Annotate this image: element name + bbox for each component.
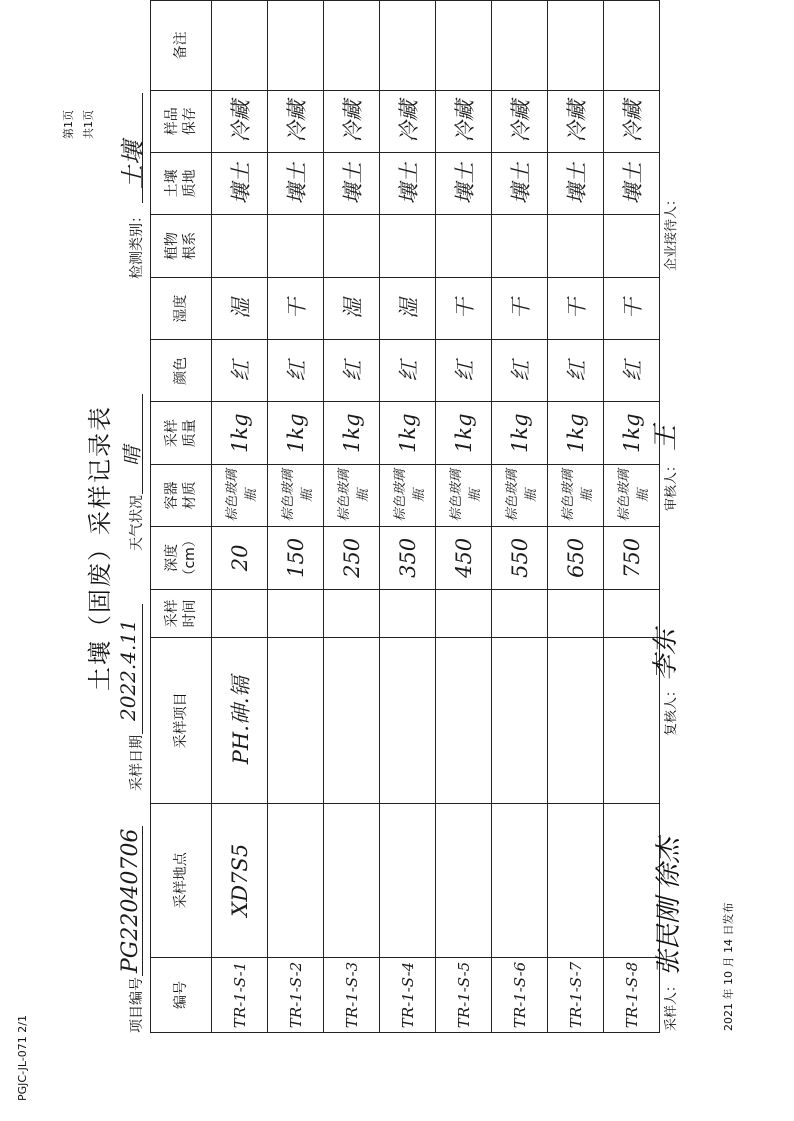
weather-value: 晴	[120, 446, 144, 466]
cell-storage: 冷藏	[212, 90, 268, 152]
sampler-signature: 张民刚 徐杰	[654, 837, 684, 976]
cell-item	[492, 638, 548, 803]
col-header-container: 容器 材质	[151, 464, 212, 526]
detect-type-label: 检测类别：	[129, 209, 145, 279]
table-row	[212, 1, 268, 1033]
cell-color: 红	[268, 340, 324, 402]
cell-remark	[380, 1, 436, 91]
cell-container: 棕色玻璃瓶	[492, 464, 548, 526]
sample-date-label: 采样日期	[129, 735, 145, 791]
cell-color: 红	[492, 340, 548, 402]
cell-storage: 冷藏	[436, 90, 492, 152]
cell-humidity: 干	[604, 278, 660, 340]
cell-roots	[604, 215, 660, 278]
cell-location	[268, 803, 324, 957]
cell-depth: 150	[268, 527, 324, 590]
cell-id: TR-1-S-7	[548, 957, 604, 1032]
cell-remark	[604, 1, 660, 91]
cell-humidity: 湿	[380, 278, 436, 340]
table-row	[324, 1, 380, 1033]
table-row	[380, 1, 436, 1033]
cell-roots	[436, 215, 492, 278]
cell-id: TR-1-S-3	[324, 957, 380, 1032]
cell-id: TR-1-S-8	[604, 957, 660, 1032]
cell-time	[268, 589, 324, 637]
cell-storage: 冷藏	[548, 90, 604, 152]
table-row	[436, 1, 492, 1033]
col-header-texture: 土壤 质地	[151, 152, 212, 214]
weather-underline	[142, 394, 143, 494]
cell-item	[268, 638, 324, 803]
cell-depth: 550	[492, 527, 548, 590]
cell-humidity: 干	[548, 278, 604, 340]
cell-location	[548, 803, 604, 957]
publish-date: 2021 年 10 月 14 日发布	[722, 902, 735, 1031]
col-header-storage: 样品 保存	[151, 90, 212, 152]
cell-remark	[548, 1, 604, 91]
cell-humidity: 干	[268, 278, 324, 340]
cell-location	[380, 803, 436, 957]
cell-remark	[324, 1, 380, 91]
auditor-label: 审核人：	[664, 458, 679, 511]
col-header-humidity: 湿度	[151, 278, 212, 340]
cell-time	[324, 589, 380, 637]
auditor-signature: 王	[651, 424, 681, 451]
cell-storage: 冷藏	[268, 90, 324, 152]
cell-color: 红	[324, 340, 380, 402]
cell-remark	[212, 1, 268, 91]
cell-id: TR-1-S-4	[380, 957, 436, 1032]
detect-type-value: 土壤	[119, 141, 147, 189]
cell-texture: 壤土	[268, 152, 324, 214]
table-body	[212, 1, 660, 1033]
cell-time	[212, 589, 268, 637]
cell-roots	[548, 215, 604, 278]
cell-id: TR-1-S-5	[436, 957, 492, 1032]
cell-color: 红	[548, 340, 604, 402]
sampling-table	[150, 0, 660, 1033]
cell-depth: 250	[324, 527, 380, 590]
cell-container: 棕色玻璃瓶	[436, 464, 492, 526]
weather-label: 天气状况	[129, 495, 145, 551]
cell-remark	[436, 1, 492, 91]
cell-remark	[492, 1, 548, 91]
col-header-mass: 采样 质量	[151, 402, 212, 465]
cell-texture: 壤土	[492, 152, 548, 214]
cell-mass: 1kg	[212, 402, 268, 465]
cell-id: TR-1-S-1	[212, 957, 268, 1032]
cell-mass: 1kg	[492, 402, 548, 465]
cell-mass: 1kg	[268, 402, 324, 465]
cell-time	[436, 589, 492, 637]
sample-date-underline	[142, 604, 143, 734]
cell-container: 棕色玻璃瓶	[324, 464, 380, 526]
col-header-time: 采样 时间	[151, 589, 212, 637]
page-total: 共1页	[82, 110, 95, 139]
cell-container: 棕色玻璃瓶	[212, 464, 268, 526]
col-header-id: 编号	[151, 957, 212, 1032]
cell-roots	[492, 215, 548, 278]
cell-storage: 冷藏	[324, 90, 380, 152]
cell-location	[324, 803, 380, 957]
cell-location	[492, 803, 548, 957]
project-no-value: PG22040706	[118, 828, 143, 973]
cell-texture: 壤土	[324, 152, 380, 214]
col-header-item: 采样项目	[151, 638, 212, 803]
cell-item	[324, 638, 380, 803]
cell-roots	[324, 215, 380, 278]
reviewer-signature: 李东	[651, 628, 681, 681]
cell-texture: 壤土	[380, 152, 436, 214]
cell-texture: 壤土	[548, 152, 604, 214]
cell-item: PH.砷.镉	[212, 638, 268, 803]
table-header-row	[151, 1, 212, 1033]
cell-roots	[268, 215, 324, 278]
table-row	[268, 1, 324, 1033]
reviewer-label: 复核人：	[664, 683, 679, 736]
cell-time	[492, 589, 548, 637]
page-title: 土壤（固废）采样记录表	[86, 405, 114, 691]
cell-roots	[212, 215, 268, 278]
cell-storage: 冷藏	[492, 90, 548, 152]
cell-mass: 1kg	[380, 402, 436, 465]
col-header-depth: 深度 （cm）	[151, 527, 212, 590]
col-header-color: 颜色	[151, 340, 212, 402]
cell-id: TR-1-S-2	[268, 957, 324, 1032]
cell-color: 红	[604, 340, 660, 402]
cell-texture: 壤土	[604, 152, 660, 214]
cell-humidity: 湿	[324, 278, 380, 340]
sampler-label: 采样人：	[664, 978, 679, 1031]
cell-humidity: 湿	[212, 278, 268, 340]
cell-texture: 壤土	[436, 152, 492, 214]
cell-depth: 350	[380, 527, 436, 590]
cell-color: 红	[212, 340, 268, 402]
cell-depth: 750	[604, 527, 660, 590]
cell-item	[436, 638, 492, 803]
cell-storage: 冷藏	[604, 90, 660, 152]
cell-location	[436, 803, 492, 957]
table-row	[492, 1, 548, 1033]
cell-color: 红	[380, 340, 436, 402]
cell-humidity: 干	[492, 278, 548, 340]
cell-item	[548, 638, 604, 803]
cell-mass: 1kg	[548, 402, 604, 465]
cell-container: 棕色玻璃瓶	[604, 464, 660, 526]
cell-container: 棕色玻璃瓶	[380, 464, 436, 526]
doc-code: PGJC-JL-071 2/1	[16, 1014, 29, 1101]
cell-depth: 20	[212, 527, 268, 590]
col-header-roots: 植物 根系	[151, 215, 212, 278]
col-header-location: 采样地点	[151, 803, 212, 957]
page-number: 第1页	[62, 110, 75, 139]
sample-date-value: 2022.4.11	[116, 619, 140, 721]
cell-container: 棕色玻璃瓶	[548, 464, 604, 526]
cell-time	[548, 589, 604, 637]
cell-container: 棕色玻璃瓶	[268, 464, 324, 526]
cell-mass: 1kg	[436, 402, 492, 465]
cell-color: 红	[436, 340, 492, 402]
cell-texture: 壤土	[212, 152, 268, 214]
cell-id: TR-1-S-6	[492, 957, 548, 1032]
cell-mass: 1kg	[324, 402, 380, 465]
cell-mass: 1kg	[604, 402, 660, 465]
cell-depth: 450	[436, 527, 492, 590]
project-no-label: 项目编号	[129, 977, 145, 1033]
cell-item	[380, 638, 436, 803]
cell-time	[380, 589, 436, 637]
cell-humidity: 干	[436, 278, 492, 340]
enterprise-receiver-label: 企业接待人：	[664, 192, 679, 271]
cell-depth: 650	[548, 527, 604, 590]
col-header-remark: 备注	[151, 1, 212, 91]
cell-remark	[268, 1, 324, 91]
cell-roots	[380, 215, 436, 278]
cell-location: XD7S5	[212, 803, 268, 957]
table-row	[548, 1, 604, 1033]
cell-storage: 冷藏	[380, 90, 436, 152]
